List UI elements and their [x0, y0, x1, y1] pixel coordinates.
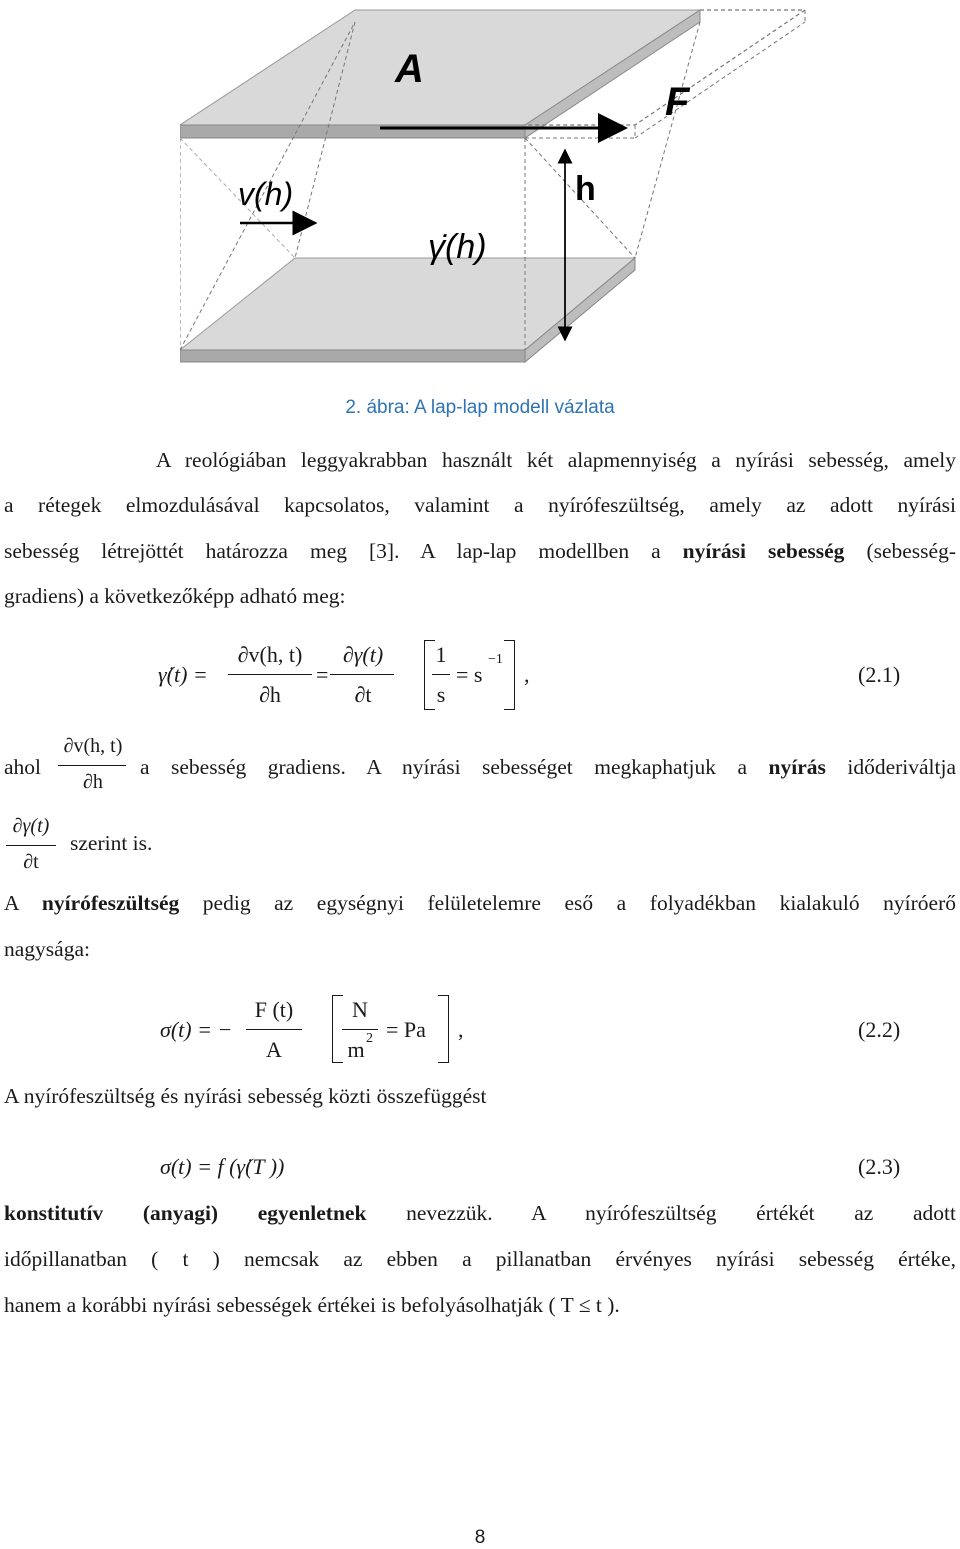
eq1-unit-num: 1	[435, 642, 447, 667]
eq1-lhs: γ̇(t) =	[158, 662, 208, 687]
para1-line3-b: (sebesség-	[844, 539, 956, 563]
para2-frac-den: ∂h	[83, 771, 103, 793]
para1-line4: gradiens) a következőképp adható meg:	[4, 584, 346, 608]
eq2-unit-eq: = Pa	[386, 1017, 426, 1042]
para5-line1	[4, 1201, 956, 1226]
bottom-plate-front-face	[180, 350, 525, 362]
para1-line3-a: sebesség létrejöttét határozza meg [3]. A lap-lap modellben a	[4, 539, 683, 563]
para1-line1: A reológiában leggyakrabban használt két alapmennyiség a nyírási sebesség, amely	[156, 448, 956, 472]
para2-term-shear: nyírás	[768, 755, 826, 779]
force-label: F	[665, 80, 690, 124]
equation-2-3	[0, 1150, 960, 1190]
para1-term-shear-rate: nyírási sebesség	[682, 539, 845, 563]
bottom-plate-top-face	[180, 258, 635, 350]
para2-frac2-num: ∂γ(t)	[12, 815, 50, 837]
para5-line3: hanem a korábbi nyírási sebességek értékei is befolyásolhatják ( T ≤ t ).	[4, 1293, 620, 1317]
eq2-unit-den-exp: 2	[366, 1031, 373, 1046]
para3-line2: nagysága:	[4, 937, 90, 961]
para1-line2: a rétegek elmozdulásával kapcsolatos, valamint a nyírófeszültség, amely az adott nyírási	[4, 493, 956, 517]
eq1-fraction-1	[225, 642, 315, 668]
para2	[0, 735, 960, 885]
para5-term-constitutive: konstitutív (anyagi) egyenletnek	[4, 1201, 367, 1225]
figure-caption: 2. ábra: A lap-lap modell vázlata	[345, 397, 615, 418]
para2-frac-num: ∂v(h, t)	[63, 735, 123, 757]
parallel-plate-figure	[180, 0, 840, 380]
para3-line1	[4, 891, 956, 916]
eq3-expr: σ(t) = f (γ̇(T ))	[160, 1154, 285, 1179]
para2-text-a: a sebesség gradiens. A nyírási sebességet megkaphatjuk a	[140, 755, 769, 779]
height-label: h	[575, 170, 596, 208]
velocity-label: v(h)	[238, 176, 294, 212]
area-label: A	[395, 47, 424, 91]
para2-frac2-den: ∂t	[23, 851, 39, 873]
eq1-frac1-num: ∂v(h, t)	[237, 642, 303, 667]
eq2-lhs: σ(t) = −	[160, 1017, 233, 1042]
eq1-frac1-den: ∂h	[259, 682, 281, 707]
page-number: 8	[474, 1527, 486, 1548]
eq1-frac2-num: ∂γ(t)	[342, 642, 384, 667]
eq1-equals: =	[316, 662, 329, 687]
para1-line3	[4, 539, 956, 564]
para2-text-c: szerint is.	[70, 831, 153, 855]
eq2-number: (2.2)	[858, 1017, 901, 1042]
para5-line1-b: nevezzük. A nyírófeszültség értékét az adott	[366, 1201, 956, 1225]
eq2-unit-den: m	[347, 1037, 365, 1062]
para2-line1	[140, 755, 956, 780]
para3-line1-b: pedig az egységnyi felületelemre eső a folyadékban kialakuló nyíróerő	[179, 891, 957, 915]
equation-2-1	[0, 640, 960, 720]
eq2-frac-den: A	[266, 1037, 282, 1062]
eq3-number: (2.3)	[858, 1154, 901, 1179]
para4: A nyírófeszültség és nyírási sebesség közti összefüggést	[4, 1084, 487, 1108]
equation-2-2	[0, 995, 960, 1070]
eq1-number: (2.1)	[858, 662, 901, 687]
para3-term-stress: nyírófeszültség	[41, 891, 180, 915]
para2-text-b: időderiváltja	[825, 755, 957, 779]
eq1-unit-den: s	[436, 682, 446, 707]
eq2-frac-num: F (t)	[254, 997, 294, 1022]
shear-rate-label: γ̇(h)	[428, 228, 487, 266]
para2-ahol: ahol	[4, 755, 42, 779]
eq2-comma: ,	[458, 1017, 464, 1042]
eq1-unit-exp: −1	[488, 652, 503, 667]
eq1-frac2-den: ∂t	[354, 682, 372, 707]
eq1-unit-eq: = s	[456, 662, 483, 687]
para5-line2: időpillanatban ( t ) nemcsak az ebben a pillanatban érvényes nyírási sebesség értéke,	[4, 1247, 956, 1271]
eq1-comma: ,	[524, 662, 530, 687]
para3-line1-a: A	[4, 891, 42, 915]
eq2-unit-num: N	[352, 997, 368, 1022]
